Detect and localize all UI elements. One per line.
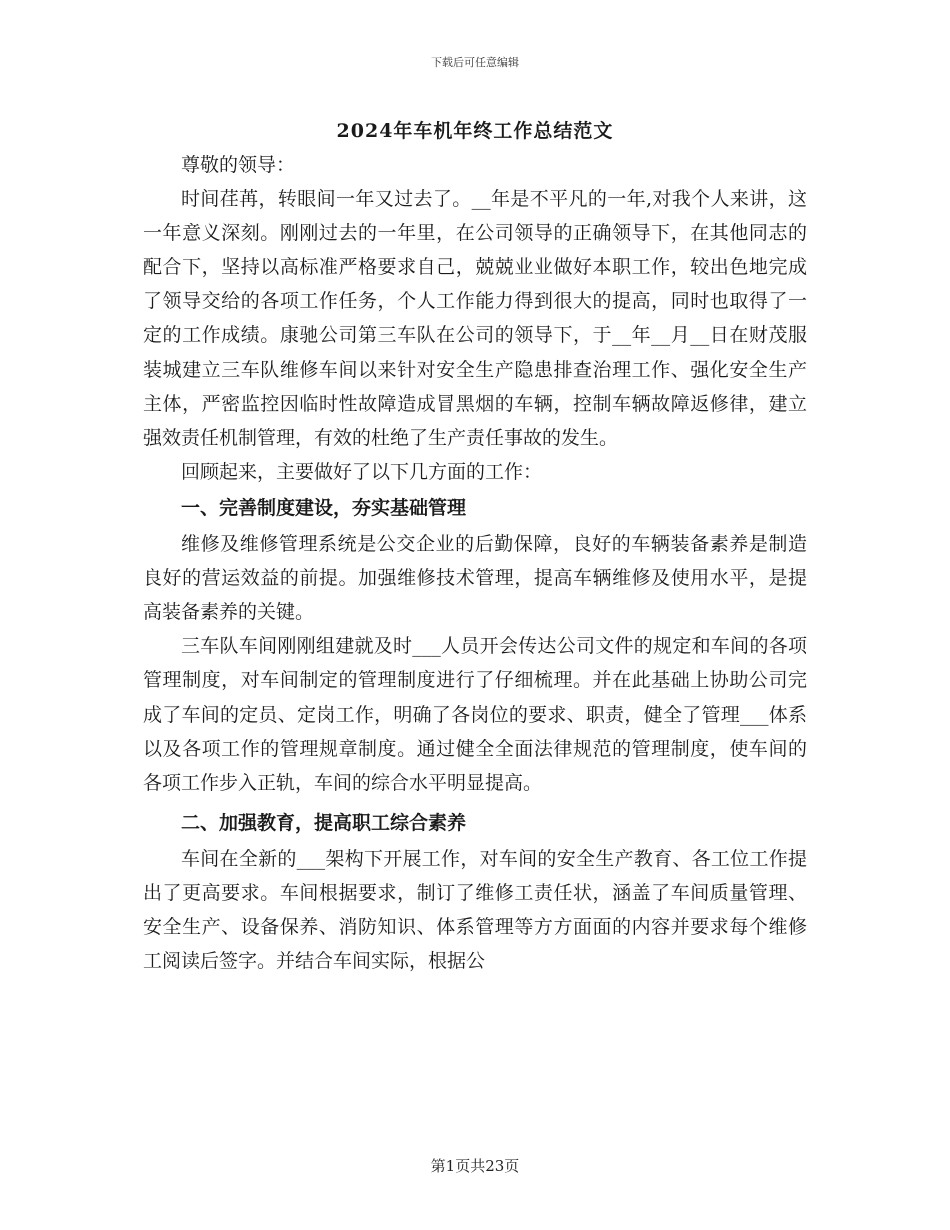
salutation: 尊敬的领导： (181, 154, 296, 176)
section-heading-1: 一、完善制度建设，夯实基础管理 (181, 496, 467, 519)
paragraph-review: 回顾起来，主要做好了以下几方面的工作： (181, 460, 543, 483)
document-body (143, 148, 807, 978)
paragraph-maintenance: 维修及维修管理系统是公交企业的后勤保障，良好的车辆装备素养是制造良好的营运效益的前提。加强维修技术管理，提高车辆维修及使用水平，是提高装备素养的关键。 (143, 533, 807, 624)
document-title: 2024年车机年终工作总结范文 (336, 120, 614, 142)
page-header: 下载后可任意编辑 (431, 56, 519, 69)
paragraph-intro: 时间荏苒，转眼间一年又过去了。__年是不平凡的一年,对我个人来讲，这一年意义深刻。刚刚过去的一年里，在公司领导的正确领导下，在其他同志的配合下，坚持以高标准严格要求自己，兢兢业业做好本职工作，较出色地完成了领导交给的各项工作任务，个人工作能力得到很大的提高，同时也取得了一定的工作成绩。康驰公司第三车队在公司的领导下，于__年__月__日在财茂服装城建立三车队维修车间以来针对安全生产隐患排查治理工作、强化安全生产主体，严密监控因临时性故障造成冒黑烟的车辆，控制车辆故障返修律，建立强效责任机制管理，有效的杜绝了生产责任事故的发生。 (143, 188, 807, 449)
page-footer: 第1页共23页 (430, 1157, 520, 1175)
paragraph-workshop: 三车队车间刚刚组建就及时___人员开会传达公司文件的规定和车间的各项管理制度，对车间制定的管理制度进行了仔细梳理。并在此基础上协助公司完成了车间的定员、定岗工作，明确了各岗位的要求、职责，健全了管理___体系以及各项工作的管理规章制度。通过健全全面法律规范的管理制度，使车间的各项工作步入正轨，车间的综合水平明显提高。 (143, 635, 807, 794)
paragraph-education: 车间在全新的___架构下开展工作，对车间的安全生产教育、各工位工作提出了更高要求。车间根据要求，制订了维修工责任状，涵盖了车间质量管理、安全生产、设备保养、消防知识、体系管理等方方面面的内容并要求每个维修工阅读后签字。并结合车间实际，根据公 (143, 847, 807, 973)
section-heading-2: 二、加强教育，提高职工综合素养 (181, 811, 467, 834)
